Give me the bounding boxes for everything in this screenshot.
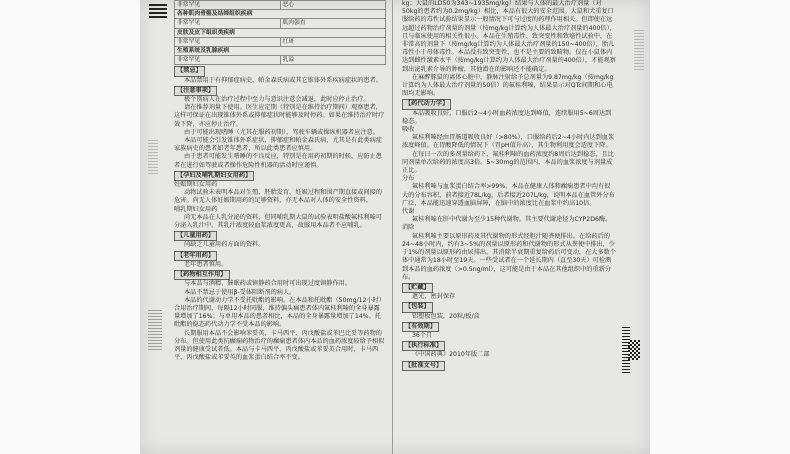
storage-heading: 【贮藏】: [402, 283, 433, 293]
interactions-paragraph: 本品的代谢动力学不受托吡酯的影响。在本品和托吡酯（50mg/12小时）合用治疗期间，每隔12小时同服，维持偏头痛患者体内氟桂利嗪的全身暴露量增加了16%；与单用本品的患者相比，本品的全身暴露量增加了14%。托吡酯的稳态药代动力学不受本品的影响。: [174, 296, 386, 329]
pregnancy-subheading: 妊娠期妇女用药: [174, 181, 218, 189]
absorption-subheading: 吸收: [402, 126, 415, 134]
barcode-mark: [148, 310, 162, 350]
validity-heading: 【有效期】: [402, 322, 439, 332]
interactions-paragraph: 长期服用本品不会影响苯妥英、卡马西平、丙戊酸盐或苯巴比妥等药物的分布。但使用此类抗癫痫药物治疗的癫痫患者体内本品的血药浓度较给予相似剂量的健康受试者低。本品与卡马西平、丙戊酸盐或苯妥英合用时，卡马西平、丙戊酸盐或苯妥英的血浆蛋白结合率不变。: [174, 329, 385, 362]
pregnancy-heading: 【孕妇及哺乳期妇女用药】: [174, 171, 254, 181]
children-text: 尚缺乏儿童用药方面的资料。: [184, 241, 265, 249]
absorption-paragraph: 氟桂利嗪经由胃肠道吸收良好（>80%），口服给药后2~4小时内达到血浆浓度峰值。在胃酸降低的情况下（胃pH值升高），其生物利用度会适度下降。: [402, 134, 615, 150]
toxicology-paragraph: 在麻醉豚鼠的离体心脏中，静脉注射给予总剂量为9.87mg/kg（按mg/kg计算约为人体最大治疗剂量的50倍）的氟桂利嗪，结果显示对QTc间期和心电图均无影响。: [402, 73, 614, 98]
children-heading: 【儿童用药】: [174, 231, 217, 241]
adverse-reactions-table: [174, 0, 386, 65]
standard-heading: 【执行标准】: [402, 341, 445, 351]
table-cell: 乳溢: [280, 56, 386, 65]
table-group-cell: 皮肤及皮下组织类疾病: [175, 28, 386, 37]
barcode-mark: [148, 140, 158, 174]
table-group-cell: 生殖系统及乳腺疾病: [175, 47, 386, 56]
toxicology-paragraph: kg；大鼠的LD50为343~1935mg/kg）结果与人体的最大治疗剂量（对50kg的患者约为0.2mg/kg）相比，本品有很大的安全范围。大鼠和犬重复口服给药的毒性试验结果显示一般情况下可与过度的药理作用相关。但即使在远远超过药物治疗剂量的剂量（按mg/kg计算约为人体最大治疗剂量的400倍），且与临床使用的相关性很小。本品在生殖毒性、致突变性和致癌性试验中，在非常高的剂量下（按mg/kg计算约为人体最大治疗剂量的150~400倍），胎儿毒性小于母体毒性。本品没有致突变性，也不是主要的致畸物。仅在小鼠体内达到雌性激素水平（按mg/kg计算约为人体最大治疗剂量的400倍），才能观察到出泌乳素介导的肿瘤，其他潜在的影响还不能确定。: [402, 0, 616, 73]
table-cell: 恶心: [280, 1, 386, 10]
table-cell: 肌肉强直: [280, 19, 386, 28]
precautions-heading: 【注意事项】: [174, 86, 217, 96]
table-row: [175, 19, 386, 28]
table-group-row: [175, 10, 386, 19]
distribution-paragraph: 氟桂利嗪与血浆蛋白结合率>99%。本品在健康人体和癫痫患者中均有很大的分布容积，前者接近78L/kg，后者接近207L/kg，说明本品在血管外分布广泛，本品能迅速穿透血脑屏障，在脑中的浓度比在血浆中约高10倍。: [402, 183, 615, 207]
metabolism-paragraph: 氟桂利嗪在肝中代谢为至少15种代谢物。其主要代谢途径为CYP2D6酶。: [412, 216, 612, 224]
precautions-paragraph: 请在推荐剂量下使用。医生应定期（特别是在维持治疗期间）观察患者，这样可保证在出现锥体外系或抑郁症状时能够及时停药。如果在维持治疗时疗效下降，亦应停止治疗。: [174, 104, 385, 128]
table-cell: 非常罕见: [175, 56, 281, 65]
contraindications-text: 本品禁用于有抑郁症病史、帕金森氏病或其它锥体外系疾病症状的患者。: [184, 76, 382, 84]
lactation-subheading: 哺乳期妇女用药: [174, 205, 218, 213]
table-row: [175, 1, 386, 10]
standard-text: 《中国药典》2010年版二部: [412, 351, 490, 359]
barcode-mark: [149, 4, 167, 20]
column-divider: [392, 0, 393, 454]
elderly-heading: 【老年用药】: [174, 251, 217, 261]
interactions-paragraph: 与本品与酒精、催眠药或镇静药合用时可出现过度镇静作用。: [184, 280, 352, 288]
photo-background-right: [650, 0, 790, 454]
qr-code-mark: [628, 340, 640, 360]
table-group-cell: 各种肌肉骨骼及结缔组织疾病: [175, 10, 386, 19]
interactions-paragraph: 本品不禁忌于使用β-受体阻断剂的病人。: [184, 288, 296, 296]
validity-text: 36个月: [412, 331, 433, 339]
metabolism-subheading: 代谢: [402, 208, 415, 216]
package-insert-page: [140, 0, 650, 454]
table-cell: 非常罕见: [175, 1, 281, 10]
elderly-text: 老年患者慎用。: [184, 260, 228, 268]
table-group-row: [175, 28, 386, 37]
precautions-paragraph: 由于可能出现嗜睡（尤其在服药初期），驾驶车辆或操纵机器者应注意。: [184, 128, 379, 136]
package-heading: 【包装】: [402, 302, 433, 312]
interactions-heading: 【药物相互作用】: [174, 270, 230, 280]
barcode-mark: [634, 30, 644, 70]
contraindications-heading: 【禁忌】: [174, 66, 205, 76]
precautions-paragraph: 本品可能会引发锥体外系症状、抑郁症和帕金森氏病，尤其是有此类病症家族病史的患者如老年患者，所以此类患者应慎用。: [174, 137, 382, 153]
table-cell: 非常罕见: [175, 19, 281, 28]
package-text: 铝塑板包装，20粒/板/盒: [412, 312, 480, 320]
pharmacokinetics-heading: 【药代动力学】: [402, 99, 451, 109]
elimination-paragraph: 氟桂利嗪主要以原形药及其代谢物的形式经胆汁随粪便排出。在给药后的24~48小时内，约有3~5%的剂量以原形药和代谢物的形式从粪便中排出，少于1%的剂量以原形药由尿排出。其消除半衰期重复给药后可变动，在大多数个体中通常为18小时至19天。一些受试者在一个延长期内（直至30天）可检测到本品的血药浓度（>0.5ng/ml），这可能是由于本品在其他组织中的重新分布。: [402, 232, 617, 281]
left-column: [174, 0, 386, 362]
precautions-paragraph: 极个别病人在治疗过程中至力与意识注意会减退，此时应停止治疗。: [184, 96, 370, 104]
table-group-row: [175, 47, 386, 56]
elimination-subheading: 消除: [402, 224, 415, 232]
lactation-paragraph: 尚无本品在人乳分泌的资料，但同哺乳期大鼠的试验表明盐酸氟桂利嗪可分泌入乳汁中，其乳汁浓度较血浆浓度更高，故服用本品者不应哺乳。: [174, 213, 382, 230]
table-row: [175, 56, 386, 65]
distribution-subheading: 分布: [402, 175, 415, 183]
photo-background-left: [0, 0, 140, 454]
precautions-paragraph: 由于患者可能发生嗜睡的不良反应，特别是在用药初期的时候，应防止患者在进行如驾驶或者操作危险性机器的活动时应谨慎。: [174, 153, 382, 169]
absorption-paragraph: 在每日一次的多剂量给药下，氟桂利嗪的血药浓度约8周后达到稳态，且比同剂量单次给药的浓度高3倍。5~30mg的范围内，本品的血浆浓度与剂量成正比。: [402, 150, 614, 175]
storage-text: 遮光，密封保存: [412, 293, 456, 301]
pregnancy-paragraph: 动物试验未表明本品对生殖、胚胎发育、妊娠过程和围产期直接或间接的危害。尚无人体妊娠期用药的足够资料，亦无本品对人体的安全性资料。: [174, 189, 382, 205]
right-column: [402, 0, 616, 371]
table-cell: 红斑: [280, 37, 386, 46]
table-row: [175, 37, 386, 46]
pharmacokinetics-intro: 本品吸收良好，口服后2~4小时血药浓度达到峰值，连续服用5~6周达到稳态。: [402, 109, 612, 125]
table-cell: 非常罕见: [175, 37, 281, 46]
approval-heading: 【批准文号】: [402, 361, 445, 371]
